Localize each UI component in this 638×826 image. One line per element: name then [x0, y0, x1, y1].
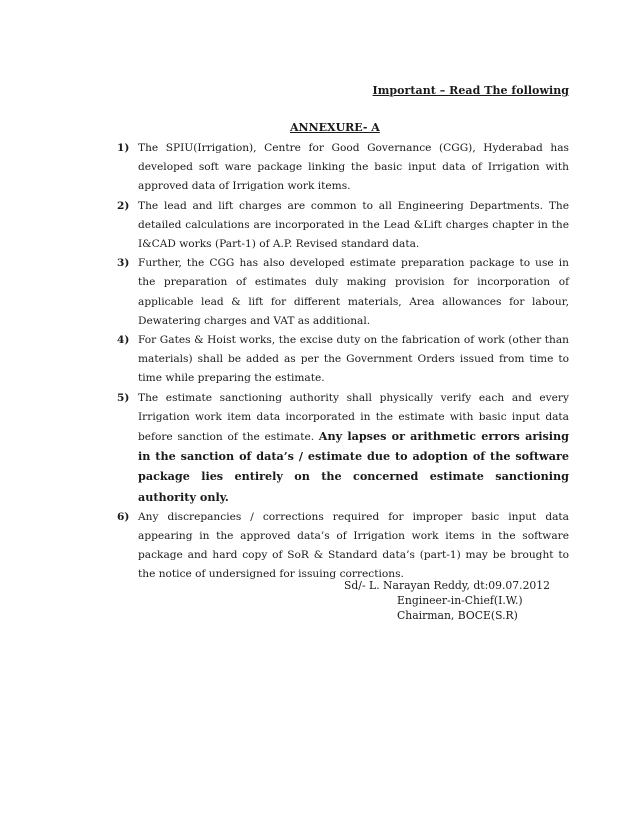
annexure-title: ANNEXURE- A: [290, 121, 380, 134]
signature-block: [344, 578, 550, 623]
list-item-1: [117, 139, 569, 197]
item-number: 5): [117, 391, 130, 404]
item-number: 3): [117, 257, 130, 270]
important-note-heading: Important – Read The following: [372, 84, 569, 97]
item-number: 1): [117, 142, 130, 154]
list-item-3: [117, 254, 569, 331]
item-text: For Gates & Hoist works, the excise duty on the fabrication of work (other than materials) shall be added as per the Government Orders issued from time to time while preparing the estimate.: [138, 334, 569, 385]
signature-chairman: Chairman, BOCE(S.R): [397, 609, 518, 622]
item-number: 6): [117, 510, 130, 523]
item-emphasis-text: Any lapses or arithmetic errors arising in the sanction of data’s / estimate due to adoption of the software package lies entirely on the concerned estimate sanctioning authority only.: [138, 429, 569, 504]
list-item-5: [117, 389, 569, 508]
item-text: Any discrepancies / corrections required for improper basic input data appearing in the approved data’s of Irrigation work items in the software package and hard copy of SoR & Standard data’s (part-1) may be brought to the notice of undersigned for issuing corrections.: [138, 510, 569, 581]
item-text-with-emphasis: [138, 389, 569, 508]
instruction-list: [117, 139, 569, 585]
item-text: The estimate sanctioning authority shall physically verify each and every Irrigation work item data incorporated in the estimate with basic input data before sanction of the estimate.: [138, 391, 569, 444]
item-text: The lead and lift charges are common to all Engineering Departments. The detailed calculations are incorporated in the Lead &Lift charges chapter in the I&CAD works (Part-1) of A.P. Revised standard data.: [138, 199, 569, 251]
item-number: 2): [117, 199, 130, 212]
list-item-4: [117, 331, 569, 389]
list-item-2: [117, 197, 569, 255]
item-text: Further, the CGG has also developed estimate preparation package to use in the preparation of estimates duly making provision for incorporation of applicable lead & lift for different materials, Area allowances for labour, Dewatering charges and VAT as additional.: [138, 257, 569, 327]
list-item-6: [117, 508, 569, 585]
item-text: The SPIU(Irrigation), Centre for Good Governance (CGG), Hyderabad has developed soft ware package linking the basic input data of Irrigation with approved data of Irrigation work items.: [138, 142, 569, 193]
item-number: 4): [117, 334, 130, 347]
signature-name-date: Sd/- L. Narayan Reddy, dt:09.07.2012: [344, 579, 551, 592]
signature-designation: Engineer-in-Chief(I.W.): [397, 594, 523, 607]
